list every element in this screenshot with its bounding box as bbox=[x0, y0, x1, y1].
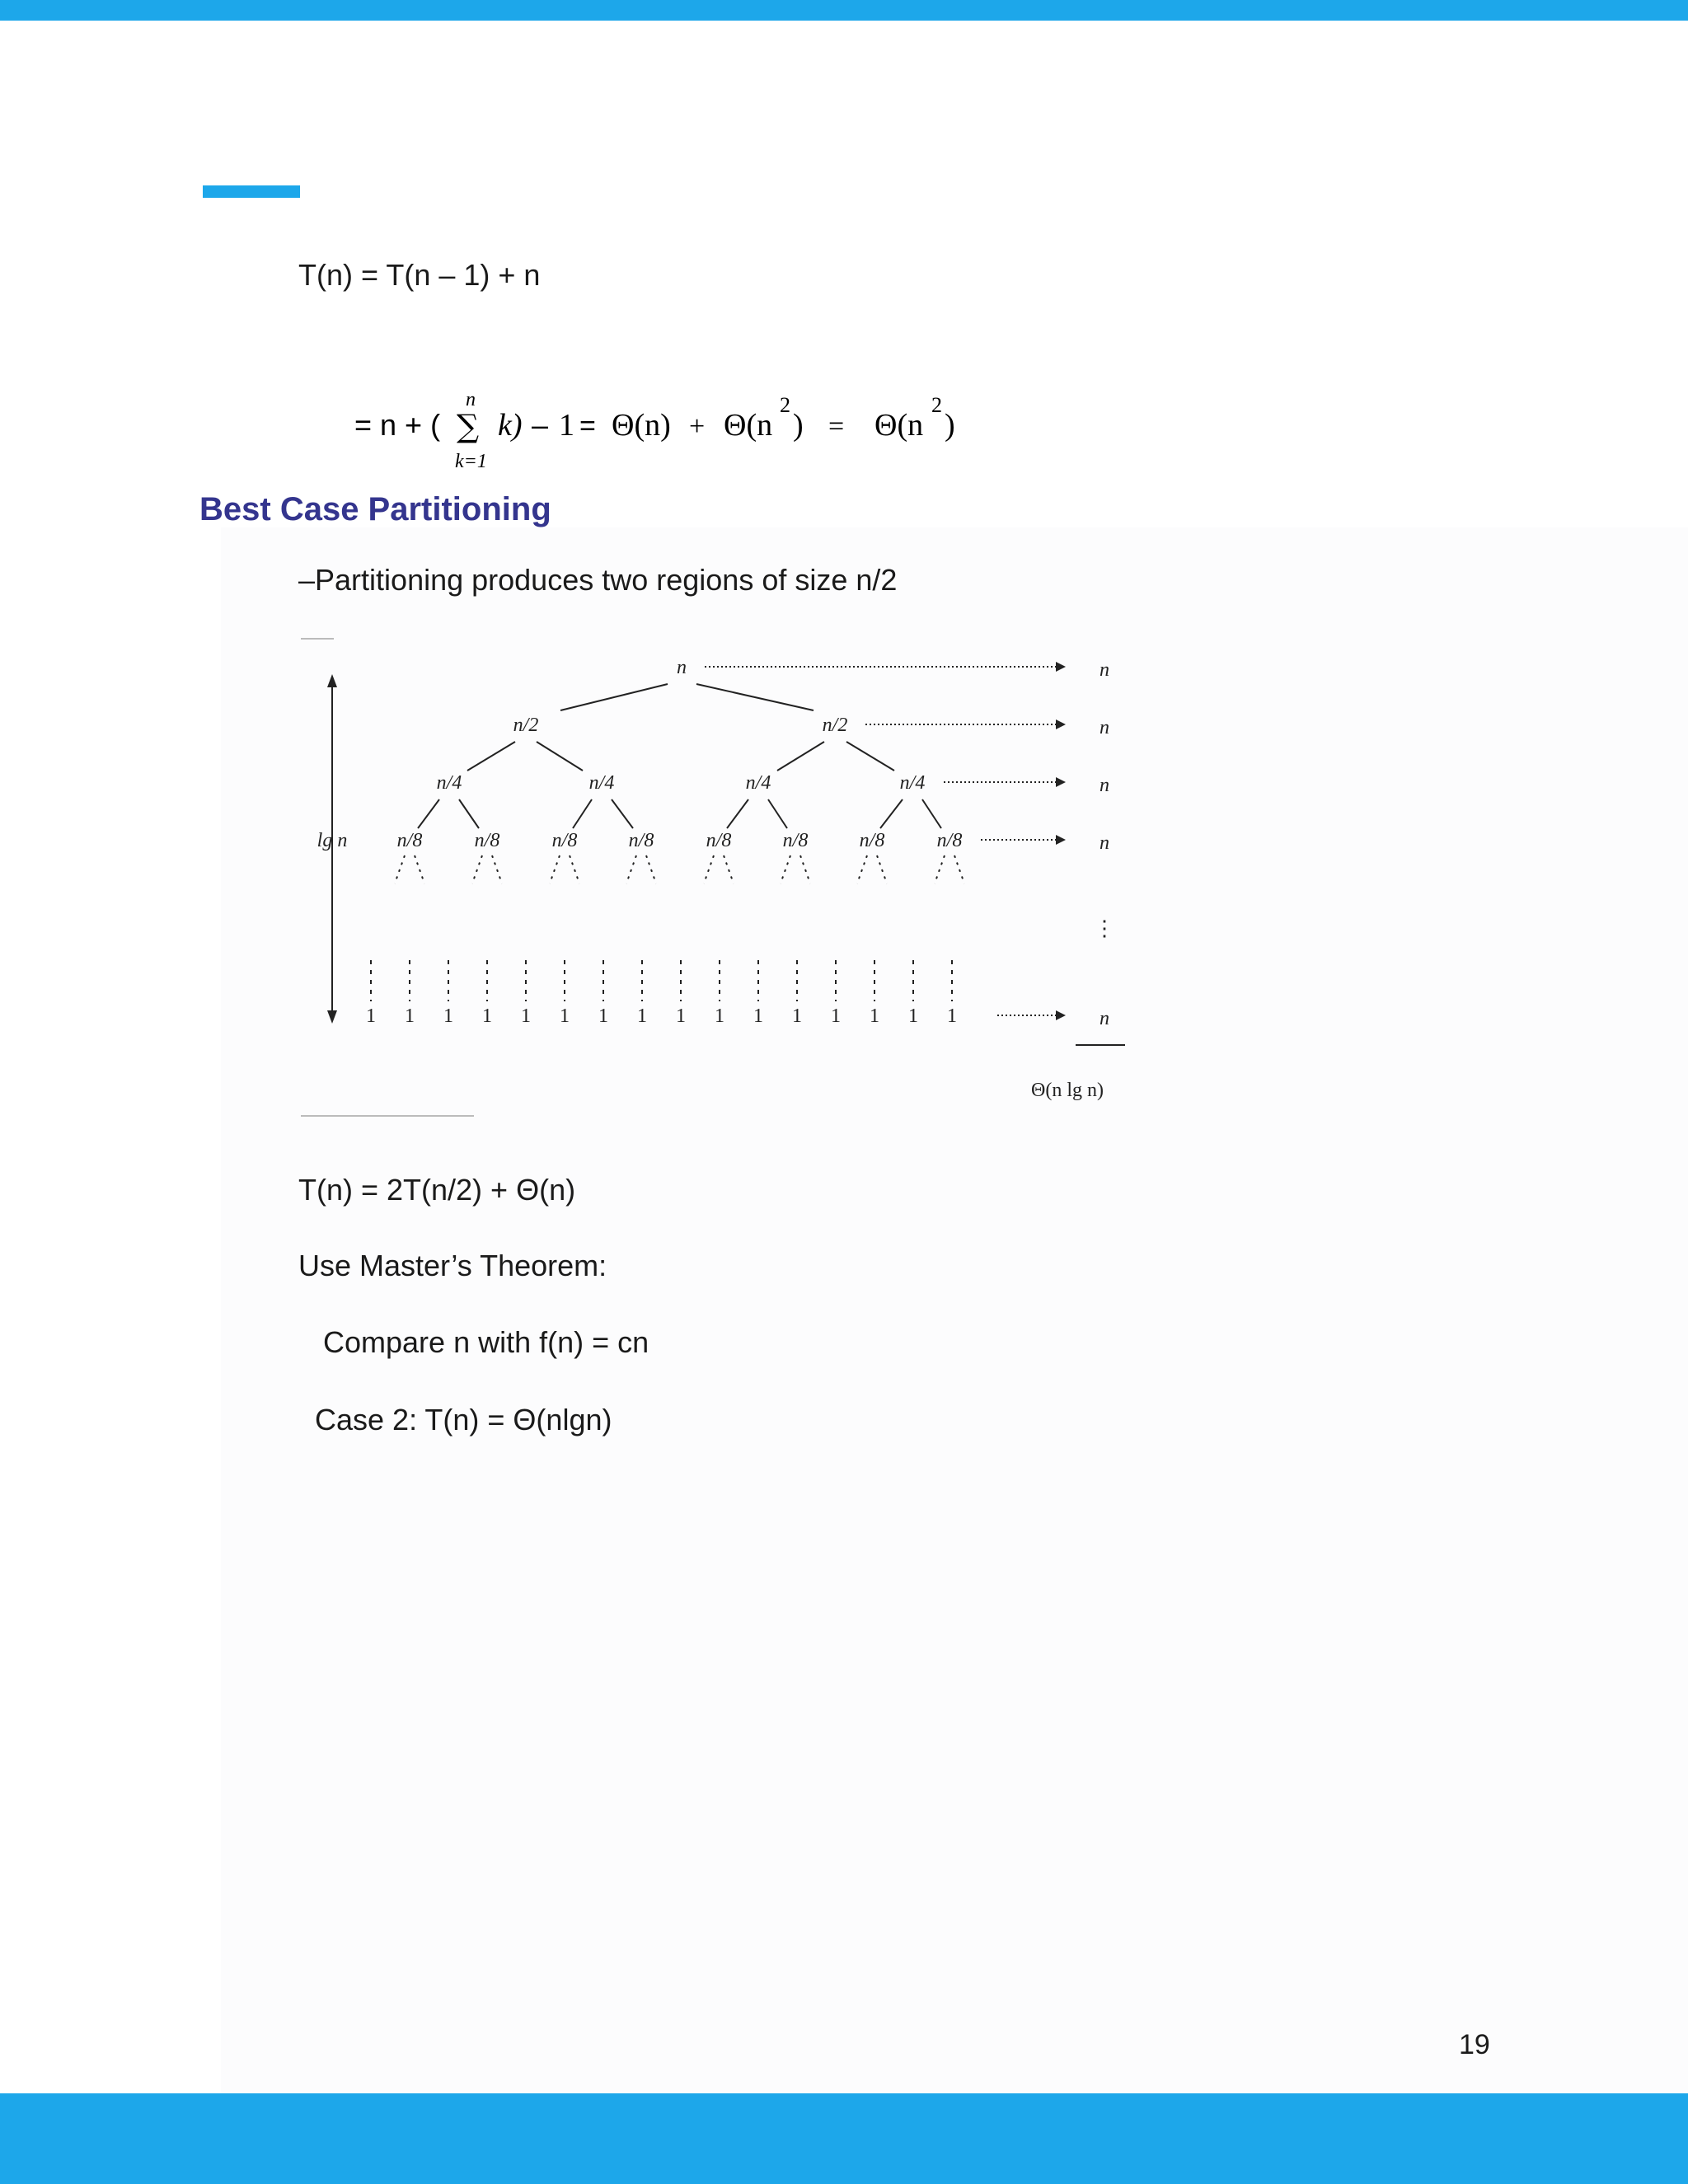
level-cost: n bbox=[1100, 659, 1109, 681]
tree-node-n8: n/8 bbox=[628, 830, 654, 851]
tree-leaf: 1 bbox=[521, 1005, 531, 1027]
tree-continuation bbox=[724, 855, 734, 883]
theta-n: Θ(n) bbox=[612, 408, 671, 443]
sum-lower-limit: k=1 bbox=[455, 451, 487, 472]
tree-leaf: 1 bbox=[637, 1005, 647, 1027]
theta-result-right: ) bbox=[945, 408, 955, 443]
summation-formula bbox=[0, 0, 1688, 494]
compare-step: Compare n with f(n) = cn bbox=[323, 1325, 649, 1359]
tree-continuation bbox=[395, 855, 405, 883]
tree-leaf: 1 bbox=[792, 1005, 802, 1027]
theta-n2-right: ) bbox=[793, 408, 804, 443]
tree-edge bbox=[880, 799, 903, 828]
exponent-2: 2 bbox=[780, 393, 790, 417]
tree-edge bbox=[612, 799, 633, 828]
tree-node-n4: n/4 bbox=[745, 772, 771, 794]
tree-continuation bbox=[781, 855, 790, 883]
tree-continuation bbox=[472, 855, 482, 883]
worst-case-recurrence: T(n) = T(n – 1) + n bbox=[298, 258, 541, 292]
level-cost-arrowhead bbox=[1056, 1010, 1066, 1020]
exponent-2b: 2 bbox=[931, 393, 942, 417]
tree-node-n2: n/2 bbox=[822, 715, 848, 736]
minus-sign: – bbox=[532, 408, 549, 442]
tree-node-n8: n/8 bbox=[474, 830, 500, 851]
tree-continuation bbox=[704, 855, 714, 883]
tree-node-n4: n/4 bbox=[588, 772, 615, 794]
level-cost: n bbox=[1100, 717, 1109, 738]
section-heading: Best Case Partitioning bbox=[199, 491, 551, 527]
total-cost: Θ(n lg n) bbox=[1031, 1080, 1104, 1101]
case-2-result: Case 2: T(n) = Θ(nlgn) bbox=[315, 1403, 612, 1436]
tree-edge bbox=[777, 742, 824, 771]
level-cost: n bbox=[1100, 832, 1109, 854]
one: 1 bbox=[559, 408, 574, 443]
tree-edge bbox=[459, 799, 479, 828]
sigma-symbol: ∑ bbox=[457, 408, 480, 444]
tree-leaf: 1 bbox=[676, 1005, 686, 1027]
recursion-tree-diagram bbox=[293, 635, 1133, 1121]
level-cost-arrowhead bbox=[1056, 777, 1066, 787]
level-cost-arrowhead bbox=[1056, 719, 1066, 729]
level-cost: n bbox=[1100, 775, 1109, 796]
tree-continuation bbox=[877, 855, 887, 883]
tree-edge bbox=[846, 742, 894, 771]
tree-leaf: 1 bbox=[598, 1005, 608, 1027]
tree-continuation bbox=[415, 855, 424, 883]
tree-edge bbox=[727, 799, 748, 828]
level-cost-arrowhead bbox=[1056, 662, 1066, 672]
tree-leaf: 1 bbox=[366, 1005, 376, 1027]
tree-continuation bbox=[550, 855, 560, 883]
tree-edge bbox=[768, 799, 787, 828]
best-case-recurrence: T(n) = 2T(n/2) + Θ(n) bbox=[298, 1173, 576, 1207]
tree-continuation bbox=[935, 855, 945, 883]
tree-continuation bbox=[646, 855, 656, 883]
tree-continuation bbox=[626, 855, 636, 883]
tree-leaf: 1 bbox=[560, 1005, 570, 1027]
level-cost-ellipsis: ⋮ bbox=[1094, 916, 1115, 940]
level-cost: n bbox=[1100, 1008, 1109, 1029]
tree-leaf: 1 bbox=[870, 1005, 879, 1027]
height-label: lg n bbox=[316, 830, 348, 851]
theta-n2-left: Θ(n bbox=[724, 408, 773, 443]
tree-edge bbox=[696, 684, 814, 710]
sum-upper-limit: n bbox=[466, 389, 476, 410]
equals-1: = bbox=[579, 410, 596, 442]
tree-leaf: 1 bbox=[831, 1005, 841, 1027]
tree-node-n8: n/8 bbox=[396, 830, 423, 851]
formula-prefix: = n + ( bbox=[354, 408, 441, 442]
height-arrow-bottom bbox=[327, 1010, 337, 1024]
tree-continuation bbox=[857, 855, 867, 883]
tree-node-n8: n/8 bbox=[551, 830, 578, 851]
tree-leaf: 1 bbox=[908, 1005, 918, 1027]
tree-edge bbox=[922, 799, 941, 828]
page-number: 19 bbox=[1459, 2029, 1490, 2060]
tree-leaf: 1 bbox=[482, 1005, 492, 1027]
tree-leaf: 1 bbox=[405, 1005, 415, 1027]
tree-leaf: 1 bbox=[753, 1005, 763, 1027]
tree-node-n2: n/2 bbox=[513, 715, 539, 736]
tree-continuation bbox=[800, 855, 810, 883]
tree-continuation bbox=[570, 855, 579, 883]
tree-node-n4: n/4 bbox=[436, 772, 462, 794]
tree-edge bbox=[467, 742, 515, 771]
level-cost-arrowhead bbox=[1056, 835, 1066, 845]
tree-leaf: 1 bbox=[947, 1005, 957, 1027]
tree-edge bbox=[418, 799, 439, 828]
height-arrow-top bbox=[327, 674, 337, 687]
tree-node-n4: n/4 bbox=[899, 772, 926, 794]
theta-result-left: Θ(n bbox=[874, 408, 924, 443]
tree-node-n8: n/8 bbox=[859, 830, 885, 851]
partition-bullet: –Partitioning produces two regions of size n/2 bbox=[298, 563, 898, 597]
tree-edge bbox=[573, 799, 592, 828]
tree-edge bbox=[560, 684, 668, 710]
tree-edge bbox=[537, 742, 583, 771]
master-theorem-intro: Use Master’s Theorem: bbox=[298, 1249, 607, 1282]
plus-sign: + bbox=[689, 411, 706, 442]
tree-node-n8: n/8 bbox=[936, 830, 963, 851]
bottom-accent-bar bbox=[0, 2093, 1688, 2184]
sum-term: k) bbox=[498, 408, 523, 443]
tree-leaf: 1 bbox=[443, 1005, 453, 1027]
tree-node-n8: n/8 bbox=[782, 830, 809, 851]
tree-continuation bbox=[954, 855, 964, 883]
equals-2: = bbox=[828, 411, 845, 442]
tree-continuation bbox=[492, 855, 502, 883]
tree-node-n8: n/8 bbox=[706, 830, 732, 851]
tree-root: n bbox=[677, 657, 687, 678]
tree-leaf: 1 bbox=[715, 1005, 724, 1027]
